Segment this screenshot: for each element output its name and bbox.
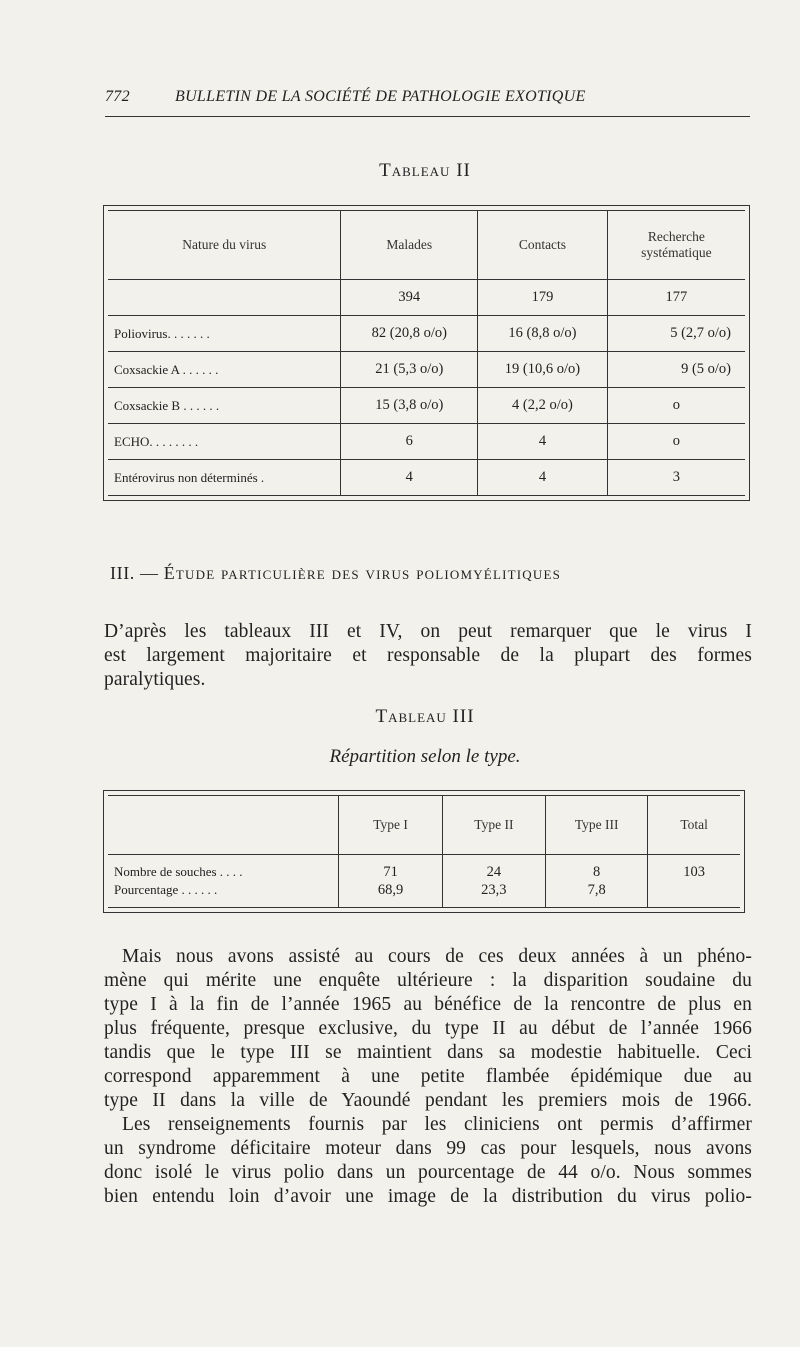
table2-cell: 4 [478,424,608,460]
table3-header-total: Total [648,796,740,855]
text-line: type I à la fin de l’année 1965 au bénéfice de la rencontre de plus en [104,994,752,1015]
table2-cell: o [607,388,745,424]
table2-cell: 19 (10,6 o/o) [478,352,608,388]
table3-value: 8 [593,864,601,880]
table2-cell: 4 [341,460,478,496]
table-row [108,460,745,496]
table2-cell: ECHO. . . . . . . . [108,424,341,460]
table-row [108,855,740,908]
table2-cell: 4 [478,460,608,496]
table3-frame [103,790,745,913]
table2-cell: 4 (2,2 o/o) [478,388,608,424]
table3-type2-cell [442,855,545,908]
table-row [108,388,745,424]
table2-cell: Entérovirus non déterminés . [108,460,341,496]
table3-header-type1: Type I [339,796,442,855]
text-line: un syndrome déficitaire moteur dans 99 cas pour lesquels, nous avons [104,1138,752,1159]
table2-cell: 179 [478,280,608,316]
table2-cell: 3 [607,460,745,496]
text-line: Mais nous avons assisté au cours de ces deux années à un phéno- [122,946,752,967]
table2-cell: o [607,424,745,460]
table2-cell: 82 (20,8 o/o) [341,316,478,352]
row-label-souches: Nombre de souches . . . . [114,864,243,879]
table3-type1-cell [339,855,442,908]
text-line: est largement majoritaire et responsable de la plupart des formes [104,645,752,666]
section-heading [110,563,561,584]
table3-subcaption: Répartition selon le type. [329,746,521,767]
section-title-text: Étude particulière des virus poliomyélitiques [163,563,562,583]
text-line: tandis que le type III se maintient dans sa modestie habituelle. Ceci [104,1042,752,1063]
table3-header-type2: Type II [442,796,545,855]
running-head [105,88,750,110]
table2-cell: 9 (5 o/o) [607,352,745,388]
table2-cell: 21 (5,3 o/o) [341,352,478,388]
text-line: plus fréquente, presque exclusive, du type II au début de l’année 1966 [104,1018,752,1039]
table2-header-nature: Nature du virus [108,211,341,280]
section-number: III. — [110,563,159,583]
text-line: type II dans la ville de Yaoundé pendant les premiers mois de 1966. [104,1090,752,1111]
table2-cell: Coxsackie B . . . . . . [108,388,341,424]
table2-header-malades: Malades [341,211,478,280]
paragraph-1 [104,620,752,692]
table2-cell: Poliovirus. . . . . . . [108,316,341,352]
table3-value: 24 [486,864,502,880]
text-line: donc isolé le virus polio dans un pourcentage de 44 o/o. Nous sommes [104,1162,752,1183]
table3-value: 23,3 [481,882,507,898]
table3-header-blank [108,796,339,855]
row-label-pourcentage: Pourcentage . . . . . . [114,882,218,897]
table3-value: 71 [383,864,398,880]
page-number: 772 [105,88,130,105]
table3-type3-cell [546,855,648,908]
table3-total-cell [648,855,740,908]
table-row [108,352,745,388]
table2-cell: 16 (8,8 o/o) [478,316,608,352]
table2-header-contacts: Contacts [478,211,608,280]
table3 [108,795,740,908]
text-line: bien entendu loin d’avoir une image de la distribution du virus polio- [104,1186,752,1207]
table2 [108,210,745,496]
table2-frame [103,205,750,501]
table-row [108,424,745,460]
header-rule [105,116,750,117]
table-row [108,316,745,352]
table2-totals-row [108,280,745,316]
text-line: correspond apparemment à une petite flambée épidémique due au [104,1066,752,1087]
table3-header-row [108,796,740,855]
paragraph-2 [104,945,752,1209]
table3-header-type3: Type III [546,796,648,855]
table3-caption: Tableau III [375,706,475,727]
table3-row-labels [108,855,339,908]
table2-cell: 394 [341,280,478,316]
text-line: mène qui mérite une enquête ultérieure : la disparition soudaine du [104,970,752,991]
text-line: Les renseignements fournis par les cliniciens ont permis d’affirmer [122,1114,752,1135]
text-line: D’après les tableaux III et IV, on peut remarquer que le virus I [104,621,752,642]
table2-caption: Tableau II [379,160,471,181]
table2-cell: Coxsackie A . . . . . . [108,352,341,388]
table2-cell: 177 [607,280,745,316]
table2-header-recherche: Recherche systématique [607,211,745,280]
table2-cell: 15 (3,8 o/o) [341,388,478,424]
table2-cell: 5 (2,7 o/o) [607,316,745,352]
table3-value: 68,9 [377,882,404,898]
table3-value: 103 [683,864,706,880]
table2-cell [108,280,341,316]
text-line: paralytiques. [104,669,206,690]
table2-cell: 6 [341,424,478,460]
table3-value: 7,8 [587,882,606,898]
table2-header-row [108,211,745,280]
journal-title: BULLETIN DE LA SOCIÉTÉ DE PATHOLOGIE EXOTIQUE [175,88,586,105]
